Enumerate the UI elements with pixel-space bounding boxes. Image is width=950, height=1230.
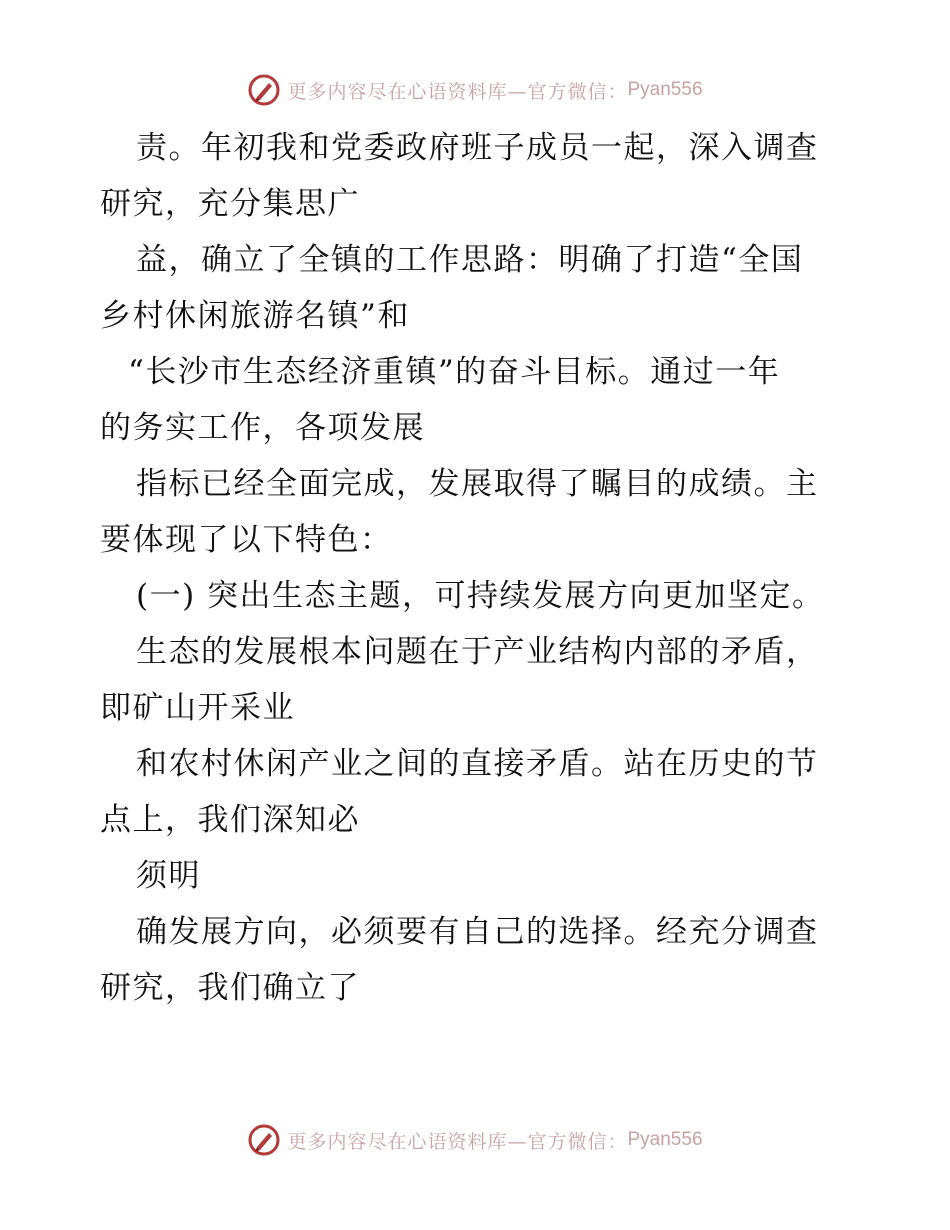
section-heading: (一) 突出生态主题，可持续发展方向更加坚定。 xyxy=(136,578,825,614)
text-line: 的务实工作，各项发展 xyxy=(100,410,425,446)
text-line: 乡村休闲旅游名镇”和 xyxy=(100,298,410,334)
pen-logo-icon xyxy=(247,1123,281,1157)
text-line: 研究，充分集思广 xyxy=(100,186,360,222)
footer-watermark xyxy=(0,1120,950,1160)
text-line: 要体现了以下特色： xyxy=(100,522,393,558)
text-line: 益，确立了全镇的工作思路：明确了打造“全国 xyxy=(136,242,804,278)
text-line: 须明 xyxy=(136,858,201,894)
text-line: 责。年初我和党委政府班子成员一起，深入调查 xyxy=(136,130,819,166)
text-line: 生态的发展根本问题在于产业结构内部的矛盾， xyxy=(136,634,819,670)
text-line: 确发展方向，必须要有自己的选择。经充分调查 xyxy=(136,914,819,950)
document-body xyxy=(100,120,860,1016)
header-watermark xyxy=(0,70,950,110)
text-line: 和农村休闲产业之间的直接矛盾。站在历史的节 xyxy=(136,746,819,782)
text-line: 点上，我们深知必 xyxy=(100,802,360,838)
watermark-wechat-id: Pyan556 xyxy=(627,1129,703,1150)
text-line: 即矿山开采业 xyxy=(100,690,295,726)
watermark-text: 更多内容尽在心语资料库—官方微信： xyxy=(287,80,628,103)
text-line: 指标已经全面完成，发展取得了瞩目的成绩。主 xyxy=(136,466,819,502)
pen-logo-icon xyxy=(247,73,281,107)
text-line: 研究，我们确立了 xyxy=(100,970,360,1006)
watermark-text: 更多内容尽在心语资料库—官方微信： xyxy=(287,1130,628,1153)
watermark-wechat-id: Pyan556 xyxy=(627,79,703,100)
text-line: “长沙市生态经济重镇”的奋斗目标。通过一年 xyxy=(128,354,781,390)
